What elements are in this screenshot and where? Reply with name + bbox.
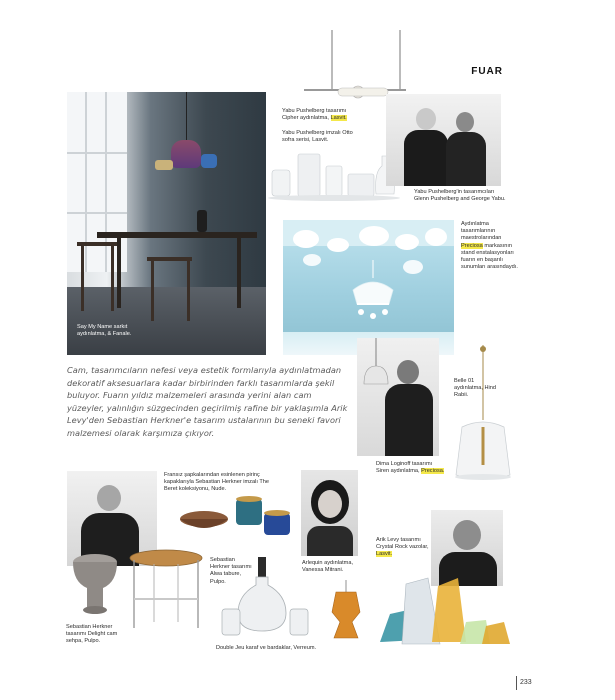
otto-caption: Yabu Pushelberg imzalı Otto sofra serisi, Lasvit.	[282, 130, 353, 144]
crystal-brand: Lasvit.	[376, 551, 393, 558]
double-jeu-illustration	[214, 555, 324, 641]
alwa-stool-illustration	[66, 552, 124, 618]
cipher-caption	[282, 108, 360, 122]
siren-lamp-icon	[361, 338, 391, 398]
preciosa-caption-text-1: Aydınlatma tasarımlarının maestrolarından	[461, 221, 502, 242]
chandelier-icon	[343, 260, 403, 330]
page-number-divider	[516, 676, 517, 690]
otto-tableware-illustration	[264, 150, 404, 210]
double-jeu-caption: Double Jeu karaf ve bardaklar, Verreum.	[216, 645, 317, 651]
section-title: FUAR	[471, 66, 503, 77]
dining-room-photo	[67, 92, 266, 355]
carafe-icon	[238, 557, 286, 631]
page-number: 233	[520, 679, 532, 686]
belle-lamp-illustration	[448, 345, 518, 505]
dima-brand: Preciosa.	[421, 468, 445, 475]
crystal-rock-vases-illustration	[374, 572, 514, 648]
preciosa-caption	[461, 221, 521, 271]
dima-caption-text: Dima Loginoff tasarımı Siren aydınlatma,	[376, 461, 433, 475]
designers-photo	[386, 94, 501, 186]
cipher-brand: Lasvit.	[330, 115, 347, 122]
beret-caption: Fransız şapkalarından esinlenen pirinç kapaklarıyla Sebastian Herkner imzalı The Beret koleksiyonu, Nude.	[164, 472, 269, 493]
dima-loginoff-photo	[357, 338, 439, 456]
alwa-caption: Sebastian Herkner tasarımı Alwa tabure, Pulpo.	[210, 557, 252, 585]
vanessa-mitrani-photo	[301, 470, 358, 556]
preciosa-caption-text-2: markasının stand enstalasyonları fuarın en başarılı sunumları arasındaydı.	[461, 242, 518, 271]
cipher-caption-text: Yabu Pushelberg tasarımı Cipher aydınlatma,	[282, 108, 347, 122]
crystal-caption-text: Arik Levy tasarımı Crystal Rock vazolar,	[376, 537, 429, 551]
beret-collection-illustration	[174, 493, 294, 545]
preciosa-brand: Preciosa	[461, 242, 483, 249]
arlequin-lamp-illustration	[326, 580, 366, 650]
pendant-lamp-icon	[171, 140, 201, 168]
delight-caption: Sebastian Herkner tasarımı Delight cam sehpa, Pulpo.	[66, 624, 118, 645]
preciosa-installation-photo	[283, 220, 454, 355]
arlequin-caption: Arlequin aydınlatma, Vanessa Mitrani.	[302, 560, 353, 574]
delight-table-illustration	[126, 548, 206, 630]
crystal-rock-caption	[376, 537, 430, 559]
intro-paragraph: Cam, tasarımcıların nefesi veya estetik formlarıyla aydınlatmadan dekoratif aksesuarlara kadar birbirinden farklı tasarımlarda şekil buluyor. Fuarın yıldız malzemeleri arasında yerini alan cam yüzeyler, yalınlığın süzgecinden geçirilmiş rafine bir yaklaşımla Arik Levy'den Sebastian Herkner'e tasarım ustalarının bu seneki favori malzemesi olarak karşımıza çıkıyor.	[67, 365, 348, 438]
say-my-name-caption: Say My Name sarkıt aydınlatma, & Fanale.	[77, 324, 132, 338]
belle-caption: Belle 01 aydınlatma, Hind Rabii.	[454, 378, 496, 399]
dima-caption	[376, 461, 446, 475]
designers-caption: Yabu Pushelberg'in tasarımcıları Glenn Pushelberg and George Yabu.	[414, 189, 506, 203]
